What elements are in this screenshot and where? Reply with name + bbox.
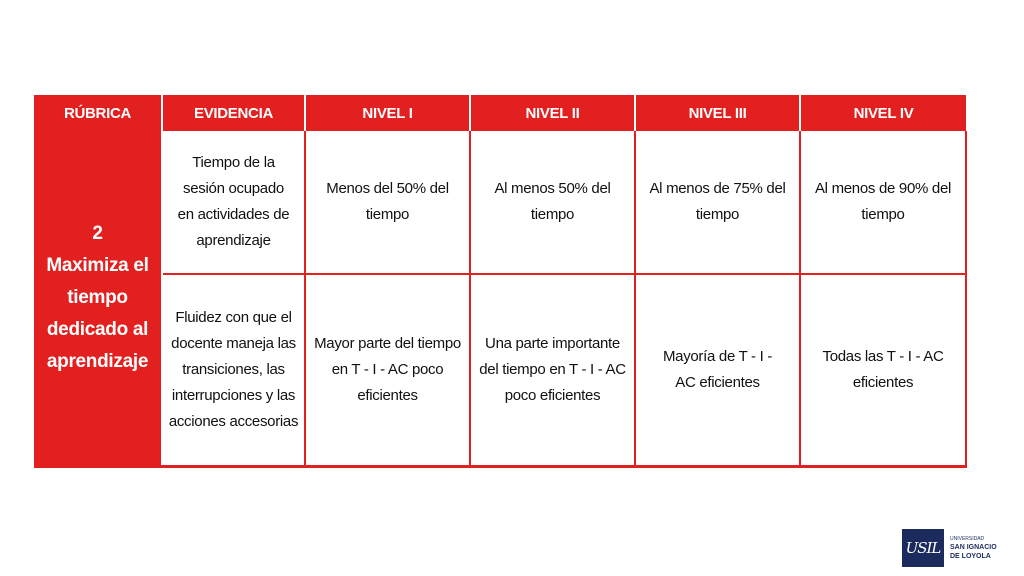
header-evidencia: EVIDENCIA: [162, 95, 305, 131]
category-line: dedicado al: [46, 319, 149, 340]
logo-text: [950, 535, 997, 561]
header-nivel-4: NIVEL IV: [800, 95, 966, 131]
header-rubrica: RÚBRICA: [34, 95, 162, 131]
level-1-cell: Mayor parte del tiempo en T - I - AC poco eficientes: [305, 274, 470, 467]
level-4-cell: Al menos de 90% del tiempo: [800, 131, 966, 274]
level-3-cell: Al menos de 75% del tiempo: [635, 131, 800, 274]
header-row: [34, 95, 966, 131]
category-cell: [34, 131, 162, 467]
header-nivel-2: NIVEL II: [470, 95, 635, 131]
logo-line-1: UNIVERSIDAD: [950, 536, 985, 542]
rubric-table: [34, 95, 967, 468]
logo-line-3: DE LOYOLA: [950, 553, 991, 560]
level-2-cell: Al menos 50% del tiempo: [470, 131, 635, 274]
usil-logo-icon: USIL: [902, 529, 944, 567]
evidence-cell: Fluidez con que el docente maneja las transiciones, las interrupciones y las acciones accesorias: [162, 274, 305, 467]
evidence-cell: Tiempo de la sesión ocupado en actividades de aprendizaje: [162, 131, 305, 274]
logo-line-2: SAN IGNACIO: [950, 544, 997, 551]
table-row: [34, 274, 966, 467]
table-row: [34, 131, 966, 274]
category-number: 2: [92, 223, 103, 244]
level-4-cell: Todas las T - I - AC eficientes: [800, 274, 966, 467]
university-logo: [902, 529, 1014, 567]
category-line: Maximiza el: [46, 255, 149, 276]
level-2-cell: Una parte importante del tiempo en T - I - AC poco eficientes: [470, 274, 635, 467]
category-line: aprendizaje: [46, 351, 149, 372]
level-3-cell: Mayoría de T - I - AC eficientes: [635, 274, 800, 467]
level-1-cell: Menos del 50% del tiempo: [305, 131, 470, 274]
header-nivel-3: NIVEL III: [635, 95, 800, 131]
header-nivel-1: NIVEL I: [305, 95, 470, 131]
category-line: tiempo: [67, 287, 128, 308]
